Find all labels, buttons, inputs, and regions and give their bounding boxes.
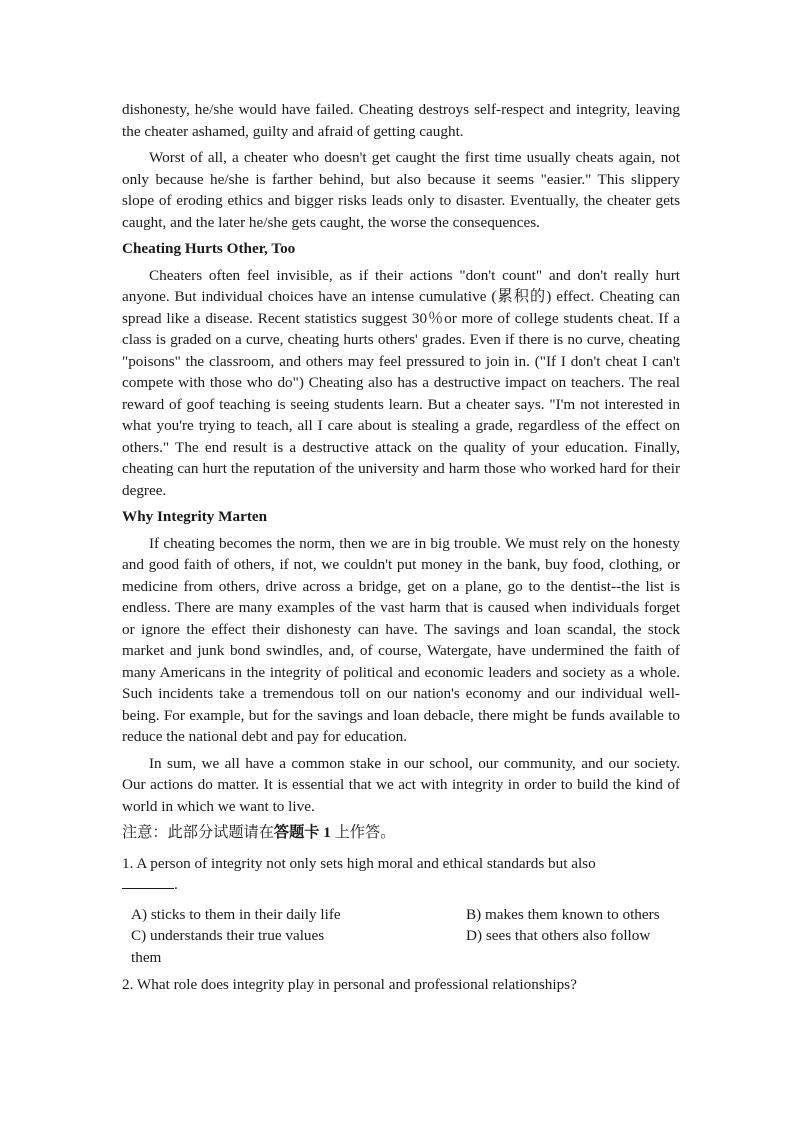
document-body — [122, 99, 680, 1004]
paragraph-cheating-hurts: Cheaters often feel invisible, as if their actions "don't count" and don't really hurt anyone. But individual choices have an intense cumulative (累积的) effect. Cheating can spread like a disease. Recent statistics suggest 30％or more of college students cheat. If a class is graded on a curve, cheating hurts others' grades. Even if there is no curve, cheating "poisons" the classroom, and others may feel pressured to join in. ("If I don't cheat I can't compete with those who do") Cheating also has a destructive impact on teachers. The real reward of goof teaching is seeing students learn. But a cheater says. "I'm not interested in what you're trying to teach, all I care about is stealing a grade, regardless of the effect on others." The end result is a destructive attack on the quality of your education. Finally, cheating can hurt the reputation of the university and harm those who worked hard for their degree. — [122, 266, 680, 499]
note-suffix: 上作答。 — [330, 824, 396, 841]
question-1 — [122, 853, 680, 896]
heading-cheating-hurts: Cheating Hurts Other, Too — [122, 240, 296, 257]
paragraph-why-integrity: If cheating becomes the norm, then we are in big trouble. We must rely on the honesty and good faith of others, if not, we couldn't put money in the bank, buy food, clothing, or medicine from others, drive across a bridge, get on a plane, go to the dentist--the list is endless. There are many examples of the vast harm that is caused when individuals forget or ignore the effect their dishonesty can have. The savings and loan scandal, the stock market and junk bond swindles, and, of course, Watergate, have undermined the faith of many Americans in the integrity of political and economic leaders and society as a whole. Such incidents take a tremendous toll on our nation's economy and our individual well-being. For example, but for the savings and loan debacle, there might be funds available to reduce the national debt and pay for education. — [122, 534, 680, 745]
question-2-text: 2. What role does integrity play in personal and professional relationships? — [122, 976, 577, 993]
answer-blank — [122, 874, 174, 889]
paragraph-dishonesty: dishonesty, he/she would have failed. Cheating destroys self-respect and integrity, leaving the cheater ashamed, guilty and afraid of getting caught. — [122, 101, 680, 140]
heading-why-integrity: Why Integrity Marten — [122, 508, 268, 525]
note-prefix: 注意：此部分试题请在 — [122, 824, 274, 841]
option-d[interactable]: D) sees that others also follow — [466, 927, 651, 944]
paragraph-worst-of-all: Worst of all, a cheater who doesn't get caught the first time usually cheats again, not only because he/she is farther behind, but also because it seems "easier." This slippery slope of eroding ethics and bigger risks leads only to disaster. Eventually, the cheater gets caught, and the later he/she gets caught, the worse the consequences. — [122, 149, 680, 231]
question-1-end: . — [174, 876, 178, 893]
option-c[interactable]: C) understands their true values — [131, 927, 325, 944]
note-answer-card: 答题卡 1 — [273, 824, 331, 841]
option-b[interactable]: B) makes them known to others — [466, 905, 660, 923]
question-1-options — [122, 904, 680, 969]
option-a[interactable]: A) sticks to them in their daily life — [131, 905, 341, 923]
question-1-text: 1. A person of integrity not only sets high moral and ethical standards but also — [122, 854, 596, 872]
paragraph-in-sum: In sum, we all have a common stake in our school, our community, and our society. Our actions do matter. It is essential that we act with integrity in order to build the kind of world in which we want to live. — [122, 754, 680, 815]
option-d-continuation: them — [131, 948, 162, 966]
answer-sheet-note — [122, 822, 680, 844]
question-2 — [122, 974, 680, 996]
